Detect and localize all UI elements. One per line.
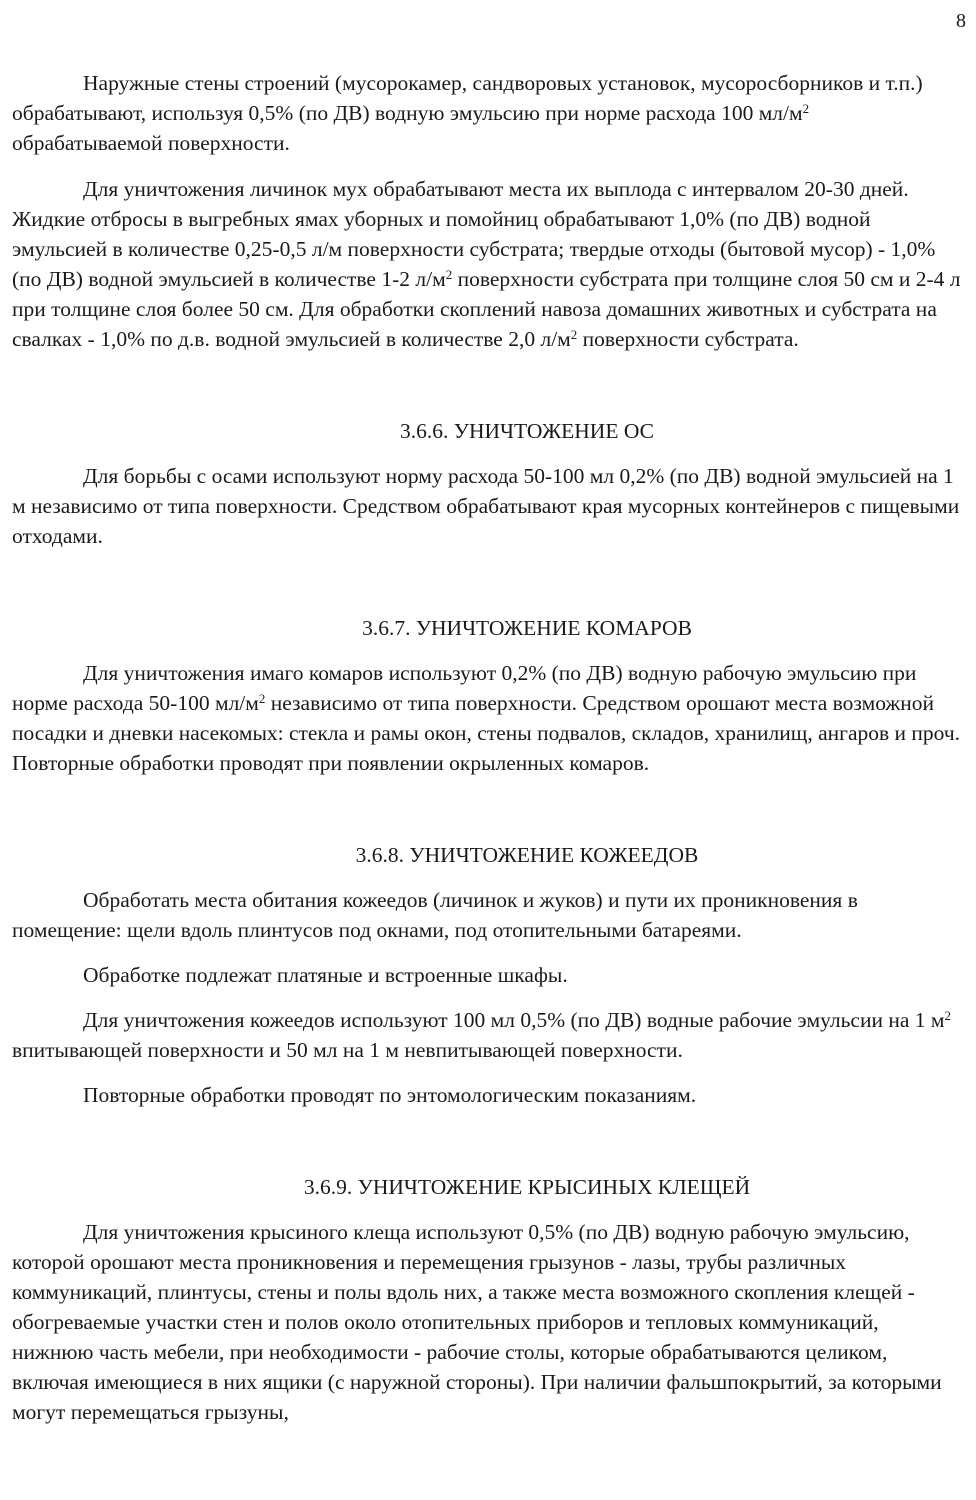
spacer (12, 990, 962, 1005)
paragraph (12, 960, 962, 990)
paragraph (12, 1217, 962, 1427)
superscript: 2 (570, 327, 578, 342)
paragraph-text: независимо от типа поверхности. Средством орошают места возможной посадки и дневки насекомых: стекла и рамы окон, стены подвалов, складов, хранилищ, ангаров и проч. Повторные обработки проводят при появлении окрыленных комаров. (12, 691, 961, 775)
section-heading: 3.6.8. УНИЧТОЖЕНИЕ КОЖЕЕДОВ (355, 843, 699, 867)
superscript: 2 (944, 1008, 952, 1023)
spacer (12, 870, 962, 885)
paragraph (12, 461, 962, 551)
superscript: 2 (258, 691, 266, 706)
paragraph-text: Для уничтожения кожеедов используют 100 мл 0,5% (по ДВ) водные рабочие эмульсии на 1 м (83, 1008, 945, 1032)
paragraph-text: Повторные обработки проводят по энтомологическим показаниям. (83, 1083, 697, 1107)
spacer (12, 643, 962, 658)
paragraph-text: Обработать места обитания кожеедов (личинок и жуков) и пути их проникновения в помещение: щели вдоль плинтусов под окнами, под отопительными батареями. (12, 888, 858, 942)
paragraph-text: Наружные стены строений (мусорокамер, сандворовых установок, мусоросборников и т.п.) обрабатывают, используя 0,5% (по ДВ) водную эмульсию при норме расхода 100 мл/м (12, 71, 923, 125)
section-heading: 3.6.7. УНИЧТОЖЕНИЕ КОМАРОВ (362, 616, 692, 640)
paragraph (12, 68, 962, 158)
paragraph-text: поверхности субстрата. (577, 327, 799, 351)
paragraph-text: обрабатываемой поверхности. (12, 131, 290, 155)
spacer (12, 1202, 962, 1217)
spacer (12, 446, 962, 461)
section-heading: 3.6.6. УНИЧТОЖЕНИЕ ОС (400, 419, 654, 443)
paragraph (12, 174, 962, 354)
page-number: 8 (956, 10, 966, 32)
spacer (12, 945, 962, 960)
spacer (12, 551, 962, 613)
paragraph (12, 1005, 962, 1065)
spacer (12, 1110, 962, 1172)
paragraph-text: Для борьбы с осами используют норму расхода 50-100 мл 0,2% (по ДВ) водной эмульсией на 1 м независимо от типа поверхности. Средством обрабатывают края мусорных контейнеров с пищевыми отходами. (12, 464, 960, 548)
paragraph (12, 885, 962, 945)
section-heading: 3.6.9. УНИЧТОЖЕНИЕ КРЫСИНЫХ КЛЕЩЕЙ (303, 1175, 751, 1199)
paragraph-text: впитывающей поверхности и 50 мл на 1 м невпитывающей поверхности. (12, 1038, 683, 1062)
document-page (12, 68, 962, 1427)
spacer (12, 354, 962, 416)
spacer (12, 778, 962, 840)
paragraph-text: Для уничтожения имаго комаров используют 0,2% (по ДВ) водную рабочую эмульсию при норме расхода 50-100 мл/м (12, 661, 917, 715)
paragraph (12, 1080, 962, 1110)
paragraph-text: поверхности субстрата при толщине слоя 50 см и 2-4 л при толщине слоя более 50 см. Для обработки скоплений навоза домашних животных и субстрата на свалках - 1,0% по д.в. водной эмульсией в количестве 2,0 л/м (12, 267, 961, 351)
superscript: 2 (802, 101, 810, 116)
superscript: 2 (445, 267, 453, 282)
spacer (12, 1065, 962, 1080)
paragraph (12, 658, 962, 778)
paragraph-text: Для уничтожения личинок мух обрабатывают места их выплода с интервалом 20-30 дней. Жидкие отбросы в выгребных ямах уборных и помойниц обрабатывают 1,0% (по ДВ) водной эмульсией в количестве 0,25-0,5 л/м поверхности субстрата; твердые отходы (бытовой мусор) - 1,0% (по ДВ) водной эмульсией в количестве 1-2 л/м (12, 177, 936, 291)
paragraph-text: Для уничтожения крысиного клеща используют 0,5% (по ДВ) водную рабочую эмульсию, которой орошают места проникновения и перемещения грызунов - лазы, трубы различных коммуникаций, плинтусы, стены и полы вдоль них, а также места возможного скопления клещей - обогреваемые участки стен и полов около отопительных приборов и тепловых коммуникаций, нижнюю часть мебели, при необходимости - рабочие столы, которые обрабатываются целиком, включая имеющиеся в них ящики (с наружной стороны). При наличии фальшпокрытий, за которыми могут перемещаться грызуны, (12, 1220, 942, 1424)
spacer (12, 158, 962, 174)
paragraph-text: Обработке подлежат платяные и встроенные шкафы. (83, 963, 568, 987)
